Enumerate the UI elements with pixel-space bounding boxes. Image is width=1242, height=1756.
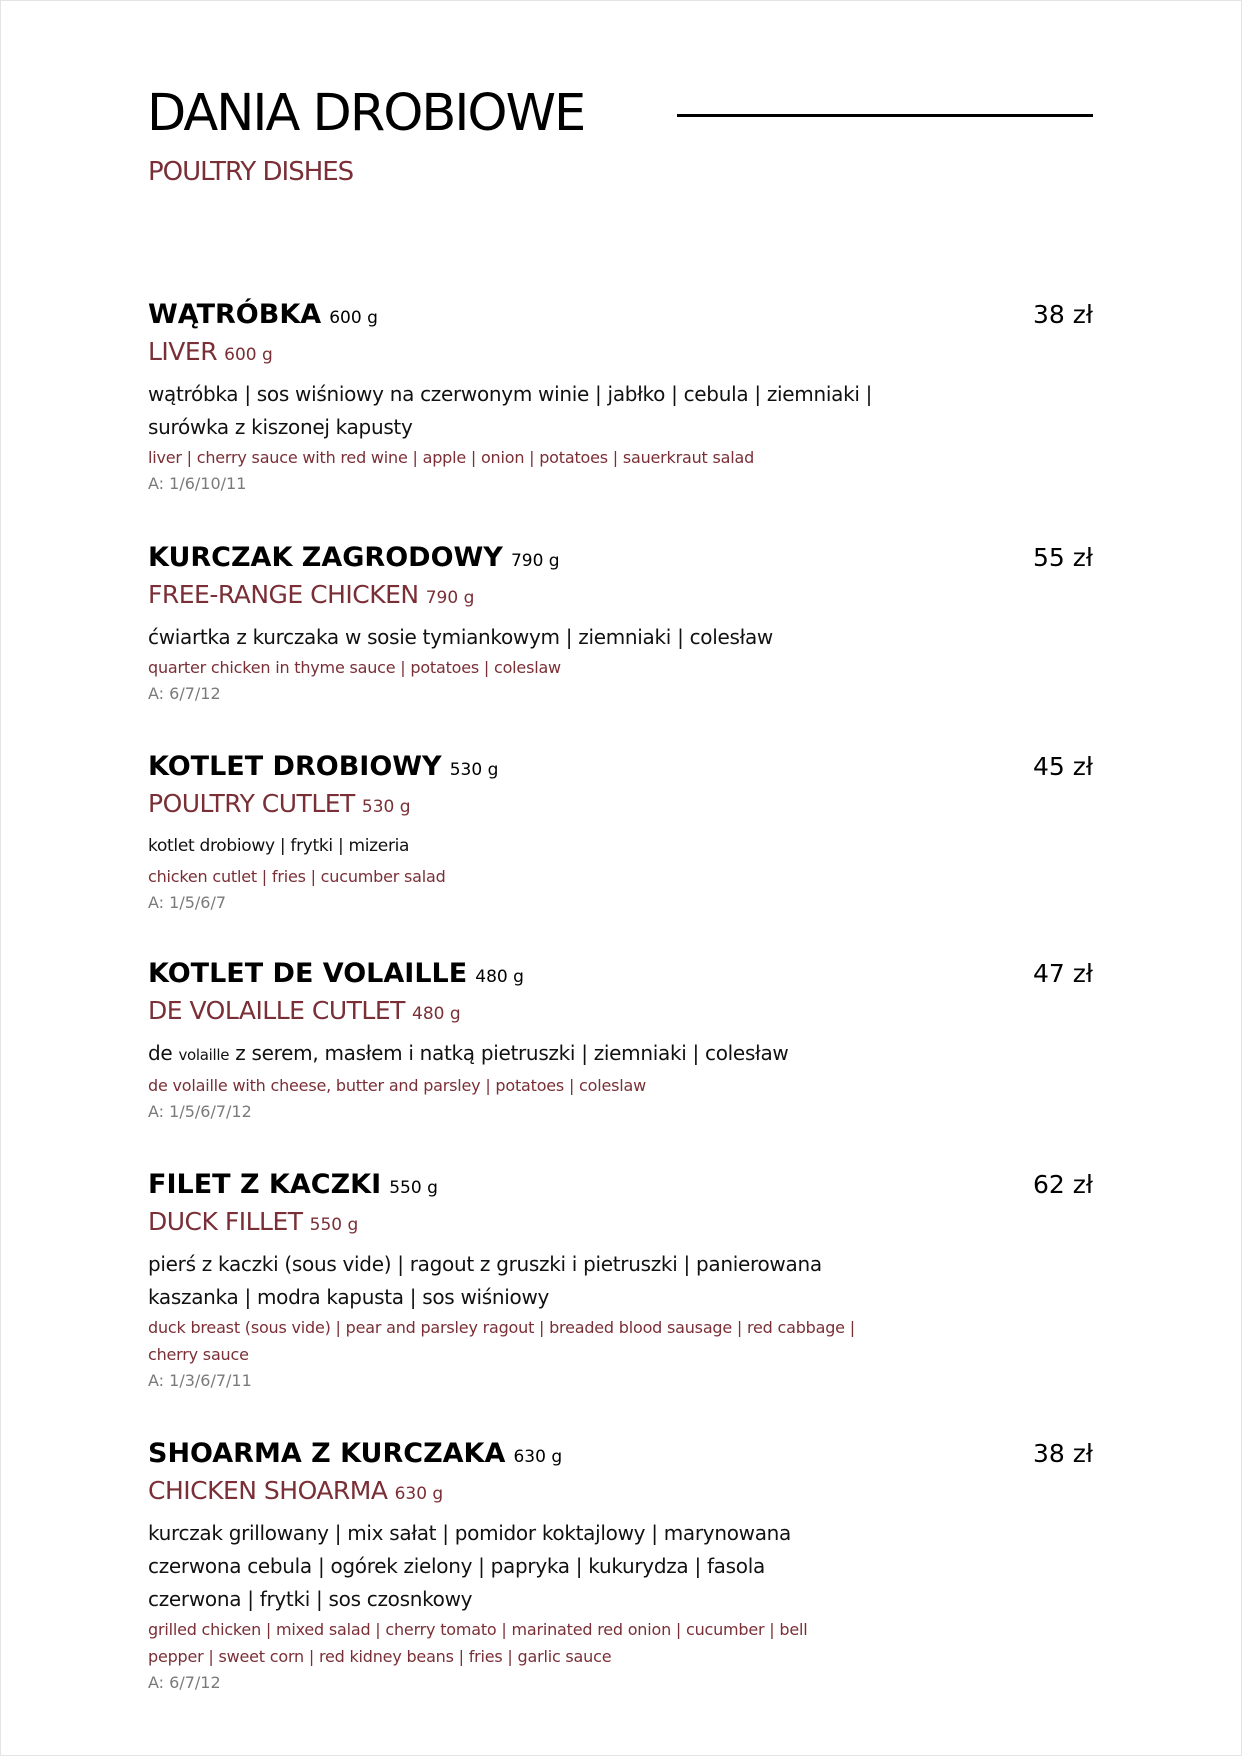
dish-description-en: chicken cutlet | fries | cucumber salad bbox=[148, 867, 446, 886]
dish-english-name-line bbox=[148, 1475, 1093, 1507]
dish-weight: 550 g bbox=[389, 1178, 438, 1198]
dish-name: KURCZAK ZAGRODOWY bbox=[148, 542, 503, 573]
dish-price: 38 zł bbox=[1033, 300, 1093, 329]
menu-item-free-range-chicken bbox=[148, 541, 1093, 707]
dish-description-en: de volaille with cheese, butter and parsley | potatoes | coleslaw bbox=[148, 1076, 646, 1095]
dish-name: KOTLET DROBIOWY bbox=[148, 751, 442, 782]
desc-part: z serem, masłem i natką pietruszki | ziemniaki | colesław bbox=[235, 1041, 789, 1065]
dish-name-line bbox=[148, 750, 1093, 784]
dish-price: 62 zł bbox=[1033, 1170, 1093, 1199]
dish-allergens: A: 1/3/6/7/11 bbox=[148, 1371, 252, 1390]
dish-english-name-line bbox=[148, 1206, 1093, 1238]
dish-weight: 600 g bbox=[329, 308, 378, 328]
dish-english-weight: 550 g bbox=[309, 1215, 359, 1235]
dish-english-weight: 480 g bbox=[412, 1004, 461, 1024]
dish-english-name-line bbox=[148, 788, 1093, 820]
dish-name-line bbox=[148, 1168, 1093, 1202]
desc-part-small: volaille bbox=[178, 1046, 230, 1064]
dish-name: FILET Z KACZKI bbox=[148, 1169, 382, 1200]
dish-allergens: A: 6/7/12 bbox=[148, 684, 221, 703]
dish-name-line bbox=[148, 298, 1093, 332]
dish-weight: 790 g bbox=[510, 551, 560, 571]
dish-english-name: LIVER bbox=[148, 337, 218, 366]
dish-english-weight: 630 g bbox=[394, 1484, 444, 1504]
dish-name-line bbox=[148, 957, 1093, 991]
menu-item-poultry-cutlet bbox=[148, 750, 1093, 916]
page-subtitle: POULTRY DISHES bbox=[148, 157, 354, 187]
dish-english-name: CHICKEN SHOARMA bbox=[148, 1476, 388, 1505]
dish-description-pl: wątróbka | sos wiśniowy na czerwonym winie | jabłko | cebula | ziemniaki | surówka z kiszonej kapusty bbox=[148, 382, 873, 439]
dish-description-pl: ćwiartka z kurczaka w sosie tymiankowym | ziemniaki | colesław bbox=[148, 625, 773, 649]
dish-english-weight: 600 g bbox=[224, 345, 273, 365]
dish-description-en: liver | cherry sauce with red wine | apple | onion | potatoes | sauerkraut salad bbox=[148, 448, 755, 467]
desc-part: de bbox=[148, 1041, 173, 1065]
dish-weight: 630 g bbox=[513, 1447, 563, 1467]
dish-description-pl: kurczak grillowany | mix sałat | pomidor koktajlowy | marynowana czerwona cebula | ogórek zielony | papryka | kukurydza | fasola czerwona | frytki | sos czosnkowy bbox=[148, 1521, 791, 1611]
dish-price: 55 zł bbox=[1033, 543, 1093, 572]
dish-allergens: A: 1/6/10/11 bbox=[148, 474, 247, 493]
dish-english-name-line bbox=[148, 336, 1093, 368]
dish-price: 38 zł bbox=[1033, 1439, 1093, 1468]
dish-description-pl bbox=[148, 1037, 928, 1072]
dish-name-line bbox=[148, 1437, 1093, 1471]
page-title: DANIA DROBIOWE bbox=[147, 84, 585, 143]
menu-item-chicken-shoarma bbox=[148, 1437, 1093, 1696]
dish-english-weight: 530 g bbox=[361, 797, 411, 817]
menu-item-duck-fillet bbox=[148, 1168, 1093, 1394]
dish-price: 47 zł bbox=[1033, 959, 1093, 988]
dish-description-en: duck breast (sous vide) | pear and parsley ragout | breaded blood sausage | red cabbage | cherry sauce bbox=[148, 1318, 855, 1364]
dish-weight: 530 g bbox=[449, 760, 499, 780]
dish-english-name-line bbox=[148, 579, 1093, 611]
menu-item-liver bbox=[148, 298, 1093, 497]
dish-description-en: grilled chicken | mixed salad | cherry tomato | marinated red onion | cucumber | bell pepper | sweet corn | red kidney beans | fries | garlic sauce bbox=[148, 1620, 808, 1666]
dish-english-name: DUCK FILLET bbox=[148, 1207, 303, 1236]
dish-weight: 480 g bbox=[475, 967, 524, 987]
dish-english-name: POULTRY CUTLET bbox=[148, 789, 355, 818]
dish-english-name-line bbox=[148, 995, 1093, 1027]
dish-name-line bbox=[148, 541, 1093, 575]
dish-english-name: FREE-RANGE CHICKEN bbox=[148, 580, 419, 609]
dish-allergens: A: 1/5/6/7 bbox=[148, 893, 227, 912]
dish-description-pl: pierś z kaczki (sous vide) | ragout z gruszki i pietruszki | panierowana kaszanka | modra kapusta | sos wiśniowy bbox=[148, 1252, 822, 1309]
dish-allergens: A: 6/7/12 bbox=[148, 1673, 221, 1692]
dish-name: WĄTRÓBKA bbox=[148, 299, 322, 330]
menu-item-de-volaille bbox=[148, 957, 1093, 1125]
dish-name: KOTLET DE VOLAILLE bbox=[148, 958, 468, 989]
dish-english-weight: 790 g bbox=[425, 588, 475, 608]
dish-english-name: DE VOLAILLE CUTLET bbox=[148, 996, 405, 1025]
dish-name: SHOARMA Z KURCZAKA bbox=[148, 1438, 506, 1469]
dish-description-en: quarter chicken in thyme sauce | potatoes | coleslaw bbox=[148, 658, 561, 677]
dish-allergens: A: 1/5/6/7/12 bbox=[148, 1102, 252, 1121]
title-divider bbox=[677, 114, 1093, 117]
dish-price: 45 zł bbox=[1033, 752, 1093, 781]
dish-description-pl: kotlet drobiowy | frytki | mizeria bbox=[148, 836, 410, 856]
